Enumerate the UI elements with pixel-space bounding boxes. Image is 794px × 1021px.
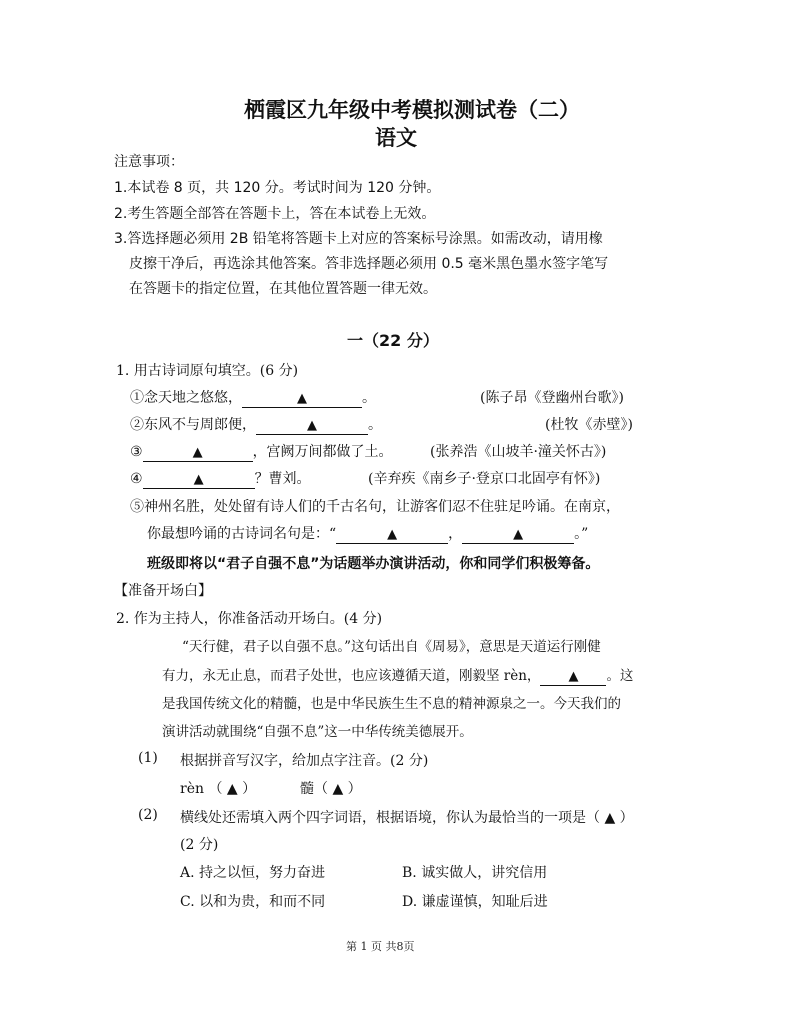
q2-sub1-answer-a[interactable]: rèn （ ▲ ） — [180, 781, 257, 797]
q1-line-1-text: ①念天地之悠悠， — [130, 390, 242, 406]
q1-line-4-text: ④ — [130, 471, 143, 487]
answer-blank[interactable] — [540, 668, 606, 686]
q2-passage-4: 演讲活动就围绕“自强不息”这一中华传统美德展开。 — [162, 724, 473, 740]
option-d[interactable]: D. 谦虚谨慎，知耻后进 — [402, 894, 548, 910]
q1-line-4 — [130, 468, 311, 489]
answer-mark: ▲ — [568, 669, 579, 684]
q2-passage-3: 是我国传统文化的精髓，也是中华民族生生不息的精神源泉之一。今天我们的 — [162, 696, 621, 712]
q2-stem: 2. 作为主持人，你准备活动开场白。(4 分) — [116, 611, 383, 627]
option-a[interactable]: A. 持之以恒，努力奋进 — [180, 865, 326, 881]
q1-line-2-source: (杜牧《赤壁》) — [545, 417, 633, 433]
answer-mark: ▲ — [297, 391, 307, 406]
answer-blank[interactable] — [143, 471, 255, 489]
q1-line-2 — [130, 414, 382, 435]
option-c[interactable]: C. 以和为贵，和而不同 — [180, 894, 326, 910]
q2-sub1-number: (1) — [138, 750, 158, 766]
page-footer: 第 1 页 共8页 — [346, 940, 415, 953]
q1-line-5b-end: 。” — [574, 526, 589, 542]
answer-mark: ▲ — [192, 445, 203, 460]
q2-passage-1: “天行健，君子以自强不息。”这句话出自《周易》，意思是天道运行刚健 — [182, 639, 601, 655]
answer-blank[interactable] — [336, 526, 448, 544]
notes-heading: 注意事项： — [114, 154, 184, 170]
q1-line-3-end: ，宫阙万间都做了土。 — [252, 444, 393, 460]
section-heading: 一（22 分） — [347, 331, 439, 350]
q2-sub1-text: 根据拼音写汉字，给加点字注音。(2 分) — [180, 753, 429, 769]
q1-line-3 — [130, 441, 393, 462]
option-b[interactable]: B. 诚实做人，讲究信用 — [402, 865, 548, 881]
answer-mark: ▲ — [387, 527, 398, 542]
q2-sub1-answer-b[interactable]: 髓（ ▲ ） — [300, 781, 362, 797]
q1-line-1-end: 。 — [362, 390, 376, 406]
q1-line-4-source: (辛弃疾《南乡子·登京口北固亭有怀》) — [368, 471, 601, 487]
answer-mark: ▲ — [513, 527, 524, 542]
answer-blank[interactable] — [242, 390, 362, 408]
q1-line-1 — [130, 387, 376, 408]
q1-stem: 1. 用古诗词原句填空。(6 分) — [116, 363, 299, 379]
q1-line-3-text: ③ — [130, 444, 143, 460]
q1-line-5b — [147, 523, 588, 544]
answer-mark: ▲ — [193, 472, 204, 487]
q1-line-4-end: ？曹刘。 — [254, 471, 311, 487]
q2-sub2-text: 横线处还需填入两个四字词语，根据语境，你认为最恰当的一项是（ ▲ ） — [180, 810, 634, 826]
q2-passage-2-text: 有力，永无止息，而君子处世，也应该遵循天道，刚毅坚 rèn， — [162, 668, 541, 684]
q1-line-5b-sep: ， — [448, 526, 463, 542]
answer-blank[interactable] — [143, 444, 253, 462]
q1-line-5b-text: 你最想吟诵的古诗词名句是：“ — [147, 526, 337, 542]
q1-line-2-end: 。 — [368, 417, 382, 433]
note-item-3-cont-2: 在答题卡的指定位置，在其他位置答题一律无效。 — [129, 281, 437, 297]
answer-mark: ▲ — [307, 418, 317, 433]
activity-intro: 班级即将以“君子自强不息”为话题举办演讲活动，你和同学们积极筹备。 — [147, 556, 600, 572]
answer-blank[interactable] — [462, 526, 574, 544]
answer-blank[interactable] — [256, 417, 368, 435]
q1-line-3-source: (张养浩《山坡羊·潼关怀古》) — [430, 444, 607, 460]
note-item-3: 3.答选择题必须用 2B 铅笔将答题卡上对应的答案标号涂黑。如需改动，请用橡 — [114, 231, 603, 247]
note-item-2: 2.考生答题全部答在答题卡上，答在本试卷上无效。 — [114, 206, 436, 222]
q2-sub2-score: (2 分) — [180, 837, 219, 853]
q2-sub2-number: (2) — [138, 807, 158, 823]
q1-line-2-text: ②东风不与周郎便， — [130, 417, 256, 433]
q2-passage-2 — [162, 664, 633, 686]
note-item-1: 1.本试卷 8 页，共 120 分。考试时间为 120 分钟。 — [114, 180, 441, 196]
exam-title: 栖霞区九年级中考模拟测试卷（二） — [244, 98, 580, 122]
exam-subject: 语文 — [375, 126, 417, 150]
section-prep-heading: 【准备开场白】 — [114, 583, 212, 599]
q1-line-1-source: (陈子昂《登幽州台歌》) — [480, 390, 624, 406]
q1-line-5a: ⑤神州名胜，处处留有诗人们的千古名句，让游客们忍不住驻足吟诵。在南京， — [130, 499, 620, 515]
note-item-3-cont-1: 皮擦干净后，再选涂其他答案。答非选择题必须用 0.5 毫米黑色墨水签字笔写 — [129, 256, 609, 272]
q2-passage-2-end: 。这 — [606, 668, 634, 684]
